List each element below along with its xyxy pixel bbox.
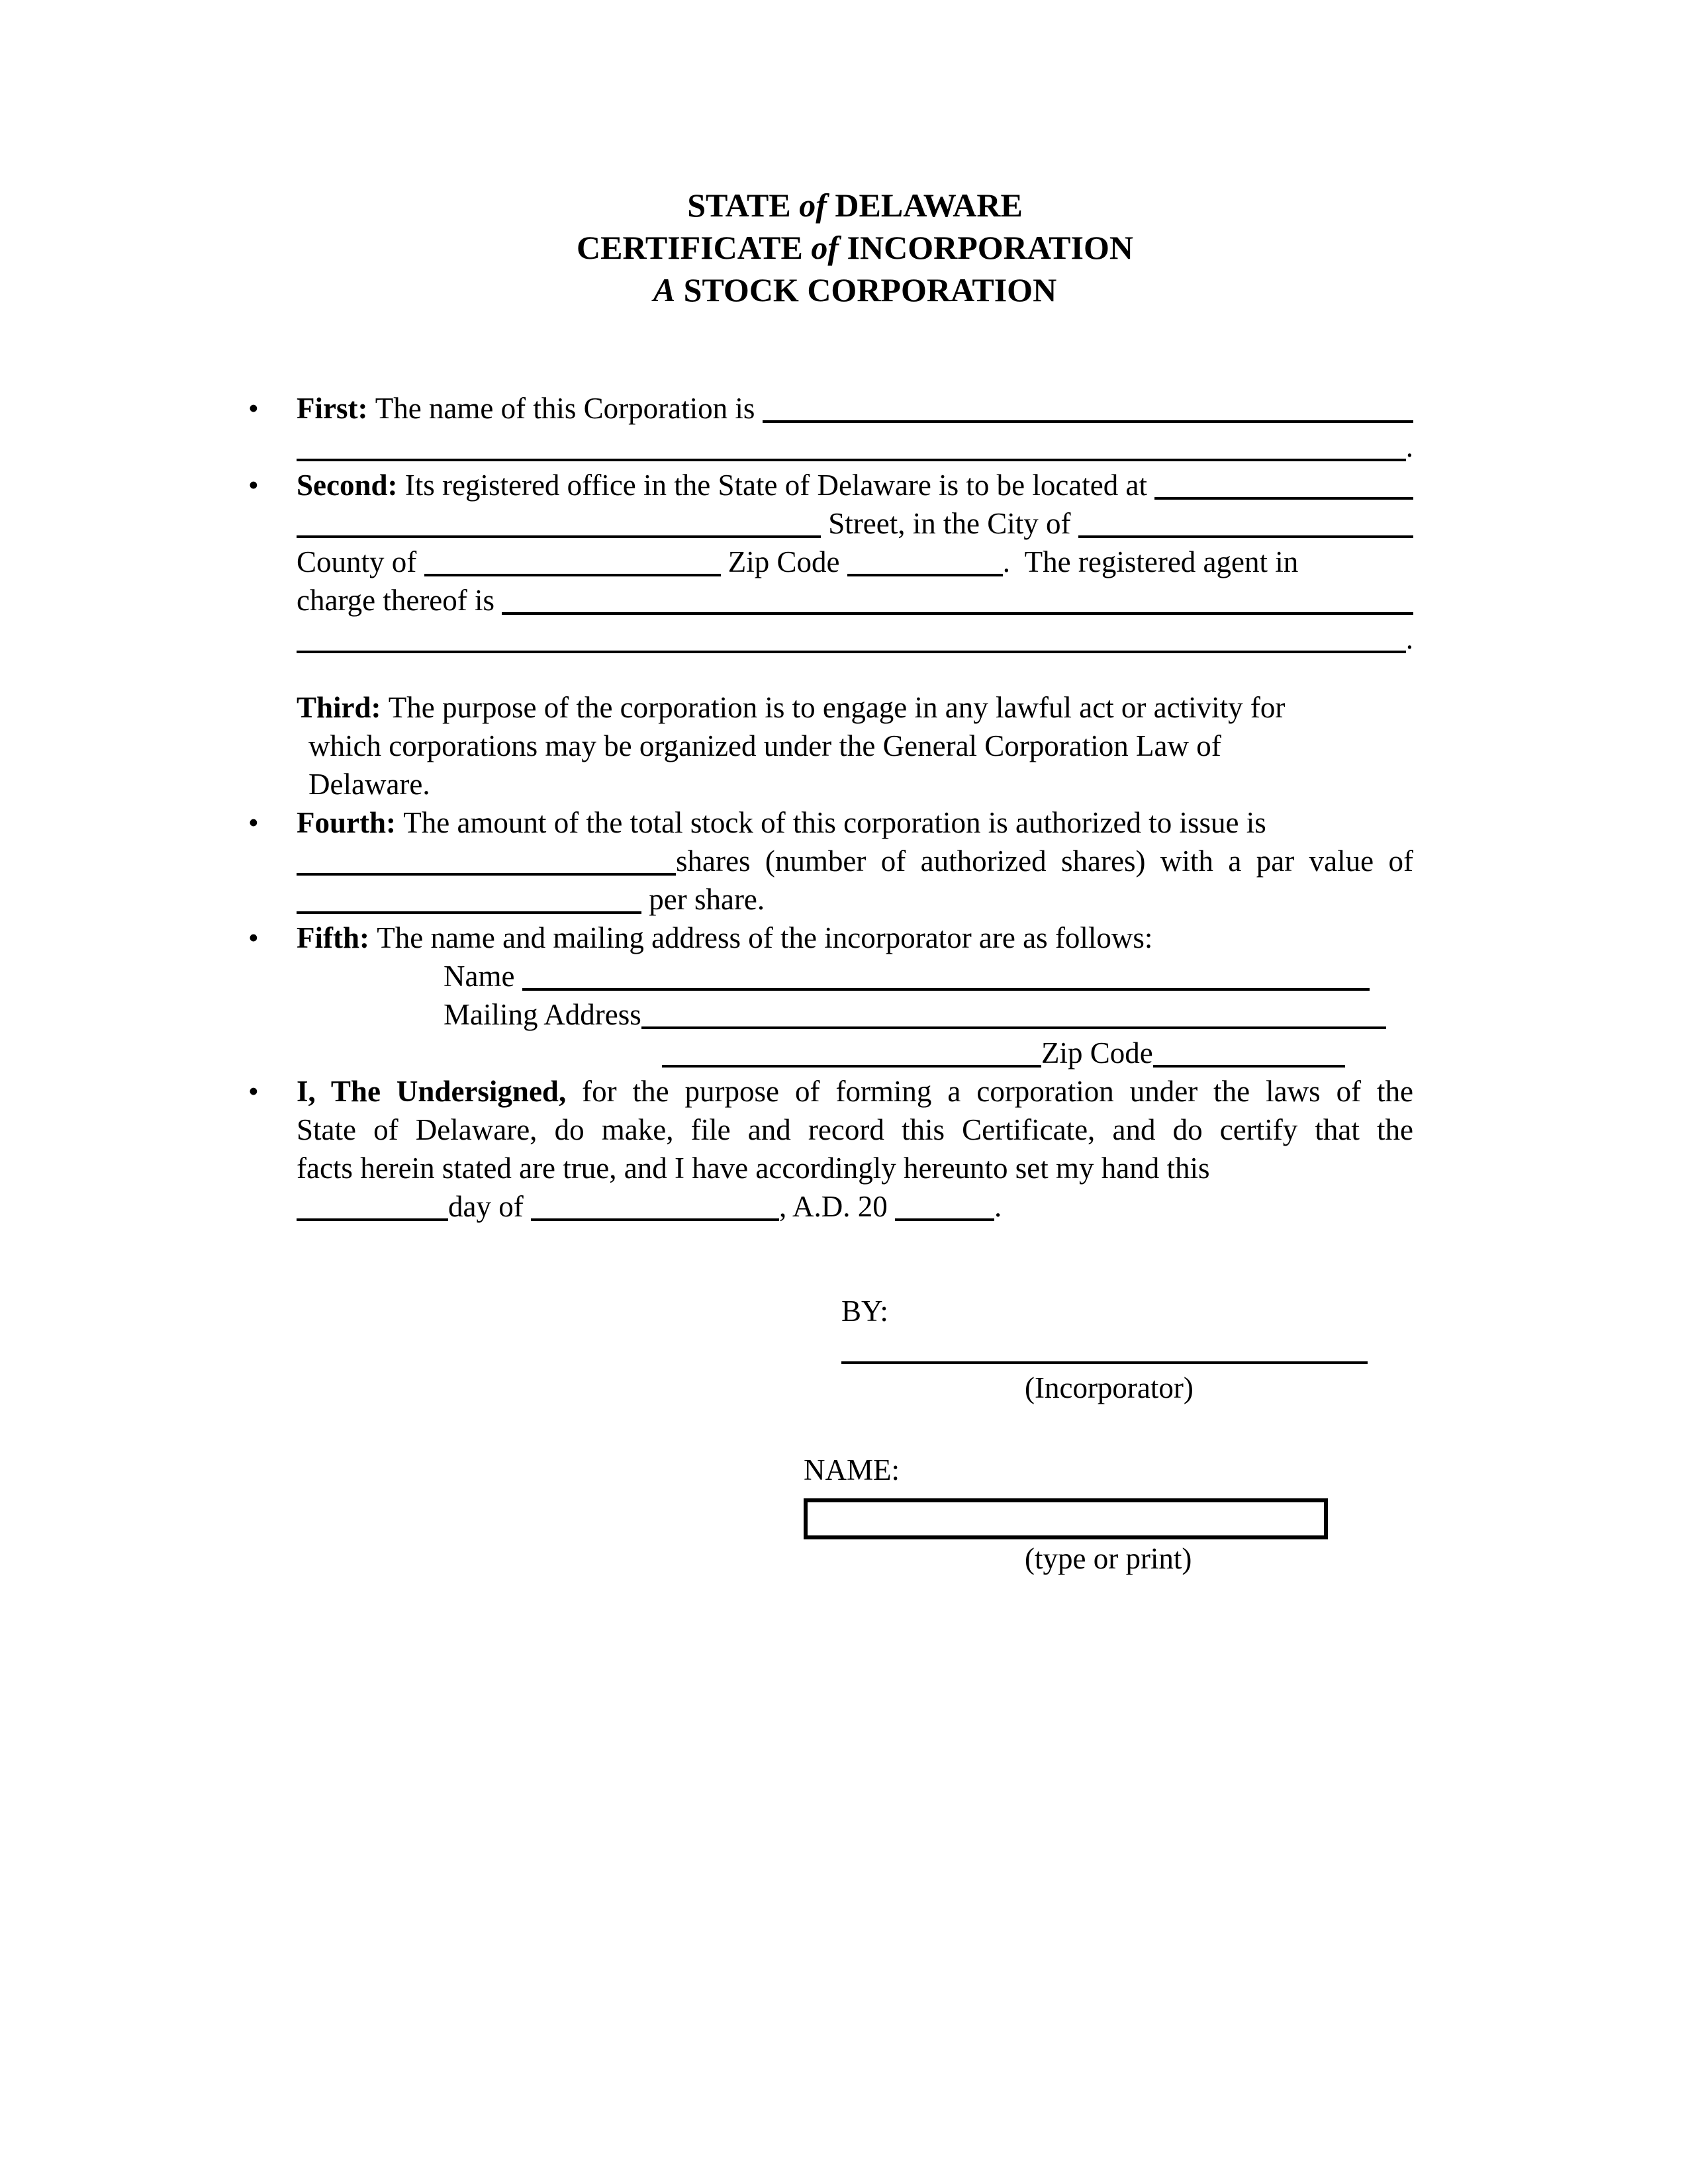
type-or-print-caption-text: (type or print) xyxy=(1025,1542,1192,1575)
fifth-name-line xyxy=(297,957,1413,995)
fifth-text: The name and mailing address of the incorporator are as follows: xyxy=(369,921,1153,954)
title-line-1 xyxy=(297,184,1413,226)
section-fifth xyxy=(248,919,1413,1072)
first-line-2 xyxy=(297,428,1413,466)
day-blank[interactable] xyxy=(297,1199,448,1221)
month-blank[interactable] xyxy=(531,1199,779,1221)
title-of-italic: of xyxy=(811,229,839,266)
name-label: Name xyxy=(444,960,522,993)
second-text: Street, in the City of xyxy=(821,507,1078,540)
by-label: BY: xyxy=(841,1295,888,1328)
bullet-icon: • xyxy=(248,921,259,954)
incorporator-name-blank[interactable] xyxy=(522,968,1370,991)
second-line-1 xyxy=(297,466,1413,504)
undersigned-line-2 xyxy=(297,1111,1413,1149)
third-line-2 xyxy=(297,727,1413,765)
type-or-print-caption xyxy=(1025,1539,1413,1578)
first-line-1 xyxy=(297,389,1413,428)
printed-name-box[interactable] xyxy=(804,1498,1328,1539)
first-period: . xyxy=(1405,430,1413,463)
third-text: The purpose of the corporation is to engage in any lawful act or activity for xyxy=(381,691,1286,724)
corporation-name-blank-continued[interactable] xyxy=(297,439,1406,461)
undersigned-line-3 xyxy=(297,1149,1413,1187)
zip-code-blank[interactable] xyxy=(847,554,1003,576)
section-fourth xyxy=(248,803,1413,919)
county-blank[interactable] xyxy=(424,554,721,576)
undersigned-text: State of Delaware, do make, file and record this Certificate, and do certify that the xyxy=(297,1113,1413,1146)
first-text: The name of this Corporation is xyxy=(367,392,763,425)
day-of-label: day of xyxy=(448,1190,531,1223)
fourth-text: The amount of the total stock of this corporation is authorized to issue is xyxy=(396,806,1266,839)
third-label: Third: xyxy=(297,691,381,724)
second-text: Zip Code xyxy=(720,545,847,578)
section-first xyxy=(248,389,1413,466)
street-blank[interactable] xyxy=(297,516,821,538)
fifth-line-1 xyxy=(297,919,1413,957)
fourth-line-1 xyxy=(297,803,1413,842)
section-third xyxy=(297,688,1413,803)
title-text: STOCK CORPORATION xyxy=(683,271,1057,308)
authorized-shares-blank[interactable] xyxy=(297,853,676,876)
par-value-blank[interactable] xyxy=(297,891,641,914)
undersigned-period: . xyxy=(994,1190,1002,1223)
title-text: STATE xyxy=(687,187,791,224)
title-a-italic: A xyxy=(653,271,676,308)
corporation-name-blank[interactable] xyxy=(763,400,1413,423)
second-line-2 xyxy=(297,504,1413,543)
title-text: CERTIFICATE xyxy=(577,229,803,266)
fifth-mailing-line xyxy=(297,995,1413,1034)
second-period: . xyxy=(1405,622,1413,655)
fifth-label: Fifth: xyxy=(297,921,369,954)
registered-office-address-blank[interactable] xyxy=(1154,477,1413,500)
year-blank[interactable] xyxy=(895,1199,994,1221)
undersigned-line-4 xyxy=(297,1187,1413,1226)
title-text: DELAWARE xyxy=(835,187,1023,224)
mailing-address-blank[interactable] xyxy=(641,1007,1386,1029)
undersigned-text: for the purpose of forming a corporation under the laws of the xyxy=(566,1075,1413,1108)
fourth-text: per share. xyxy=(641,883,765,916)
second-text: charge thereof is xyxy=(297,584,502,617)
second-line-4 xyxy=(297,581,1413,619)
first-label: First: xyxy=(297,392,368,425)
third-line-3 xyxy=(297,765,1413,803)
zip-code-label: Zip Code xyxy=(1041,1036,1153,1069)
undersigned-line-1 xyxy=(297,1072,1413,1111)
bullet-icon: • xyxy=(248,1075,259,1108)
incorporator-caption-text: (Incorporator) xyxy=(1025,1371,1194,1404)
document-title xyxy=(297,184,1413,311)
fifth-zip-line xyxy=(297,1034,1413,1072)
registered-agent-blank-continued[interactable] xyxy=(297,631,1406,653)
name-entry-line xyxy=(804,1451,1413,1539)
name-entry-label: NAME: xyxy=(804,1453,900,1486)
fourth-line-3 xyxy=(297,880,1413,919)
third-text: which corporations may be organized under the General Corporation Law of xyxy=(308,729,1221,762)
title-line-3 xyxy=(297,269,1413,311)
title-of-italic: of xyxy=(799,187,827,224)
third-text: Delaware. xyxy=(308,768,430,801)
second-text: . The registered agent in xyxy=(1002,545,1299,578)
bullet-icon: • xyxy=(248,469,259,502)
section-undersigned xyxy=(248,1072,1413,1226)
ad-20-label: , A.D. 20 xyxy=(778,1190,895,1223)
second-label: Second: xyxy=(297,469,398,502)
undersigned-label: I, The Undersigned, xyxy=(297,1075,567,1108)
fourth-line-2 xyxy=(297,842,1413,880)
bullet-icon: • xyxy=(248,806,259,839)
undersigned-text: facts herein stated are true, and I have accordingly hereunto set my hand this xyxy=(297,1152,1210,1185)
by-signature-line xyxy=(841,1292,1413,1369)
second-text: Its registered office in the State of Delaware is to be located at xyxy=(397,469,1155,502)
incorporator-zip-blank[interactable] xyxy=(1153,1045,1345,1068)
third-line-1 xyxy=(297,688,1413,727)
title-text: INCORPORATION xyxy=(847,229,1133,266)
mailing-address-blank-continued[interactable] xyxy=(662,1045,1041,1068)
incorporator-signature-blank[interactable] xyxy=(841,1342,1368,1364)
second-line-5 xyxy=(297,619,1413,658)
title-line-2 xyxy=(297,226,1413,269)
bullet-icon: • xyxy=(248,392,259,425)
mailing-address-label: Mailing Address xyxy=(444,998,641,1031)
section-second xyxy=(248,466,1413,658)
second-line-3 xyxy=(297,543,1413,581)
second-text: County of xyxy=(297,545,424,578)
city-blank[interactable] xyxy=(1078,516,1413,538)
incorporator-caption xyxy=(1025,1369,1413,1407)
registered-agent-blank[interactable] xyxy=(502,592,1413,615)
fourth-text: shares (number of authorized shares) with a par value of xyxy=(676,844,1413,878)
fourth-label: Fourth: xyxy=(297,806,396,839)
